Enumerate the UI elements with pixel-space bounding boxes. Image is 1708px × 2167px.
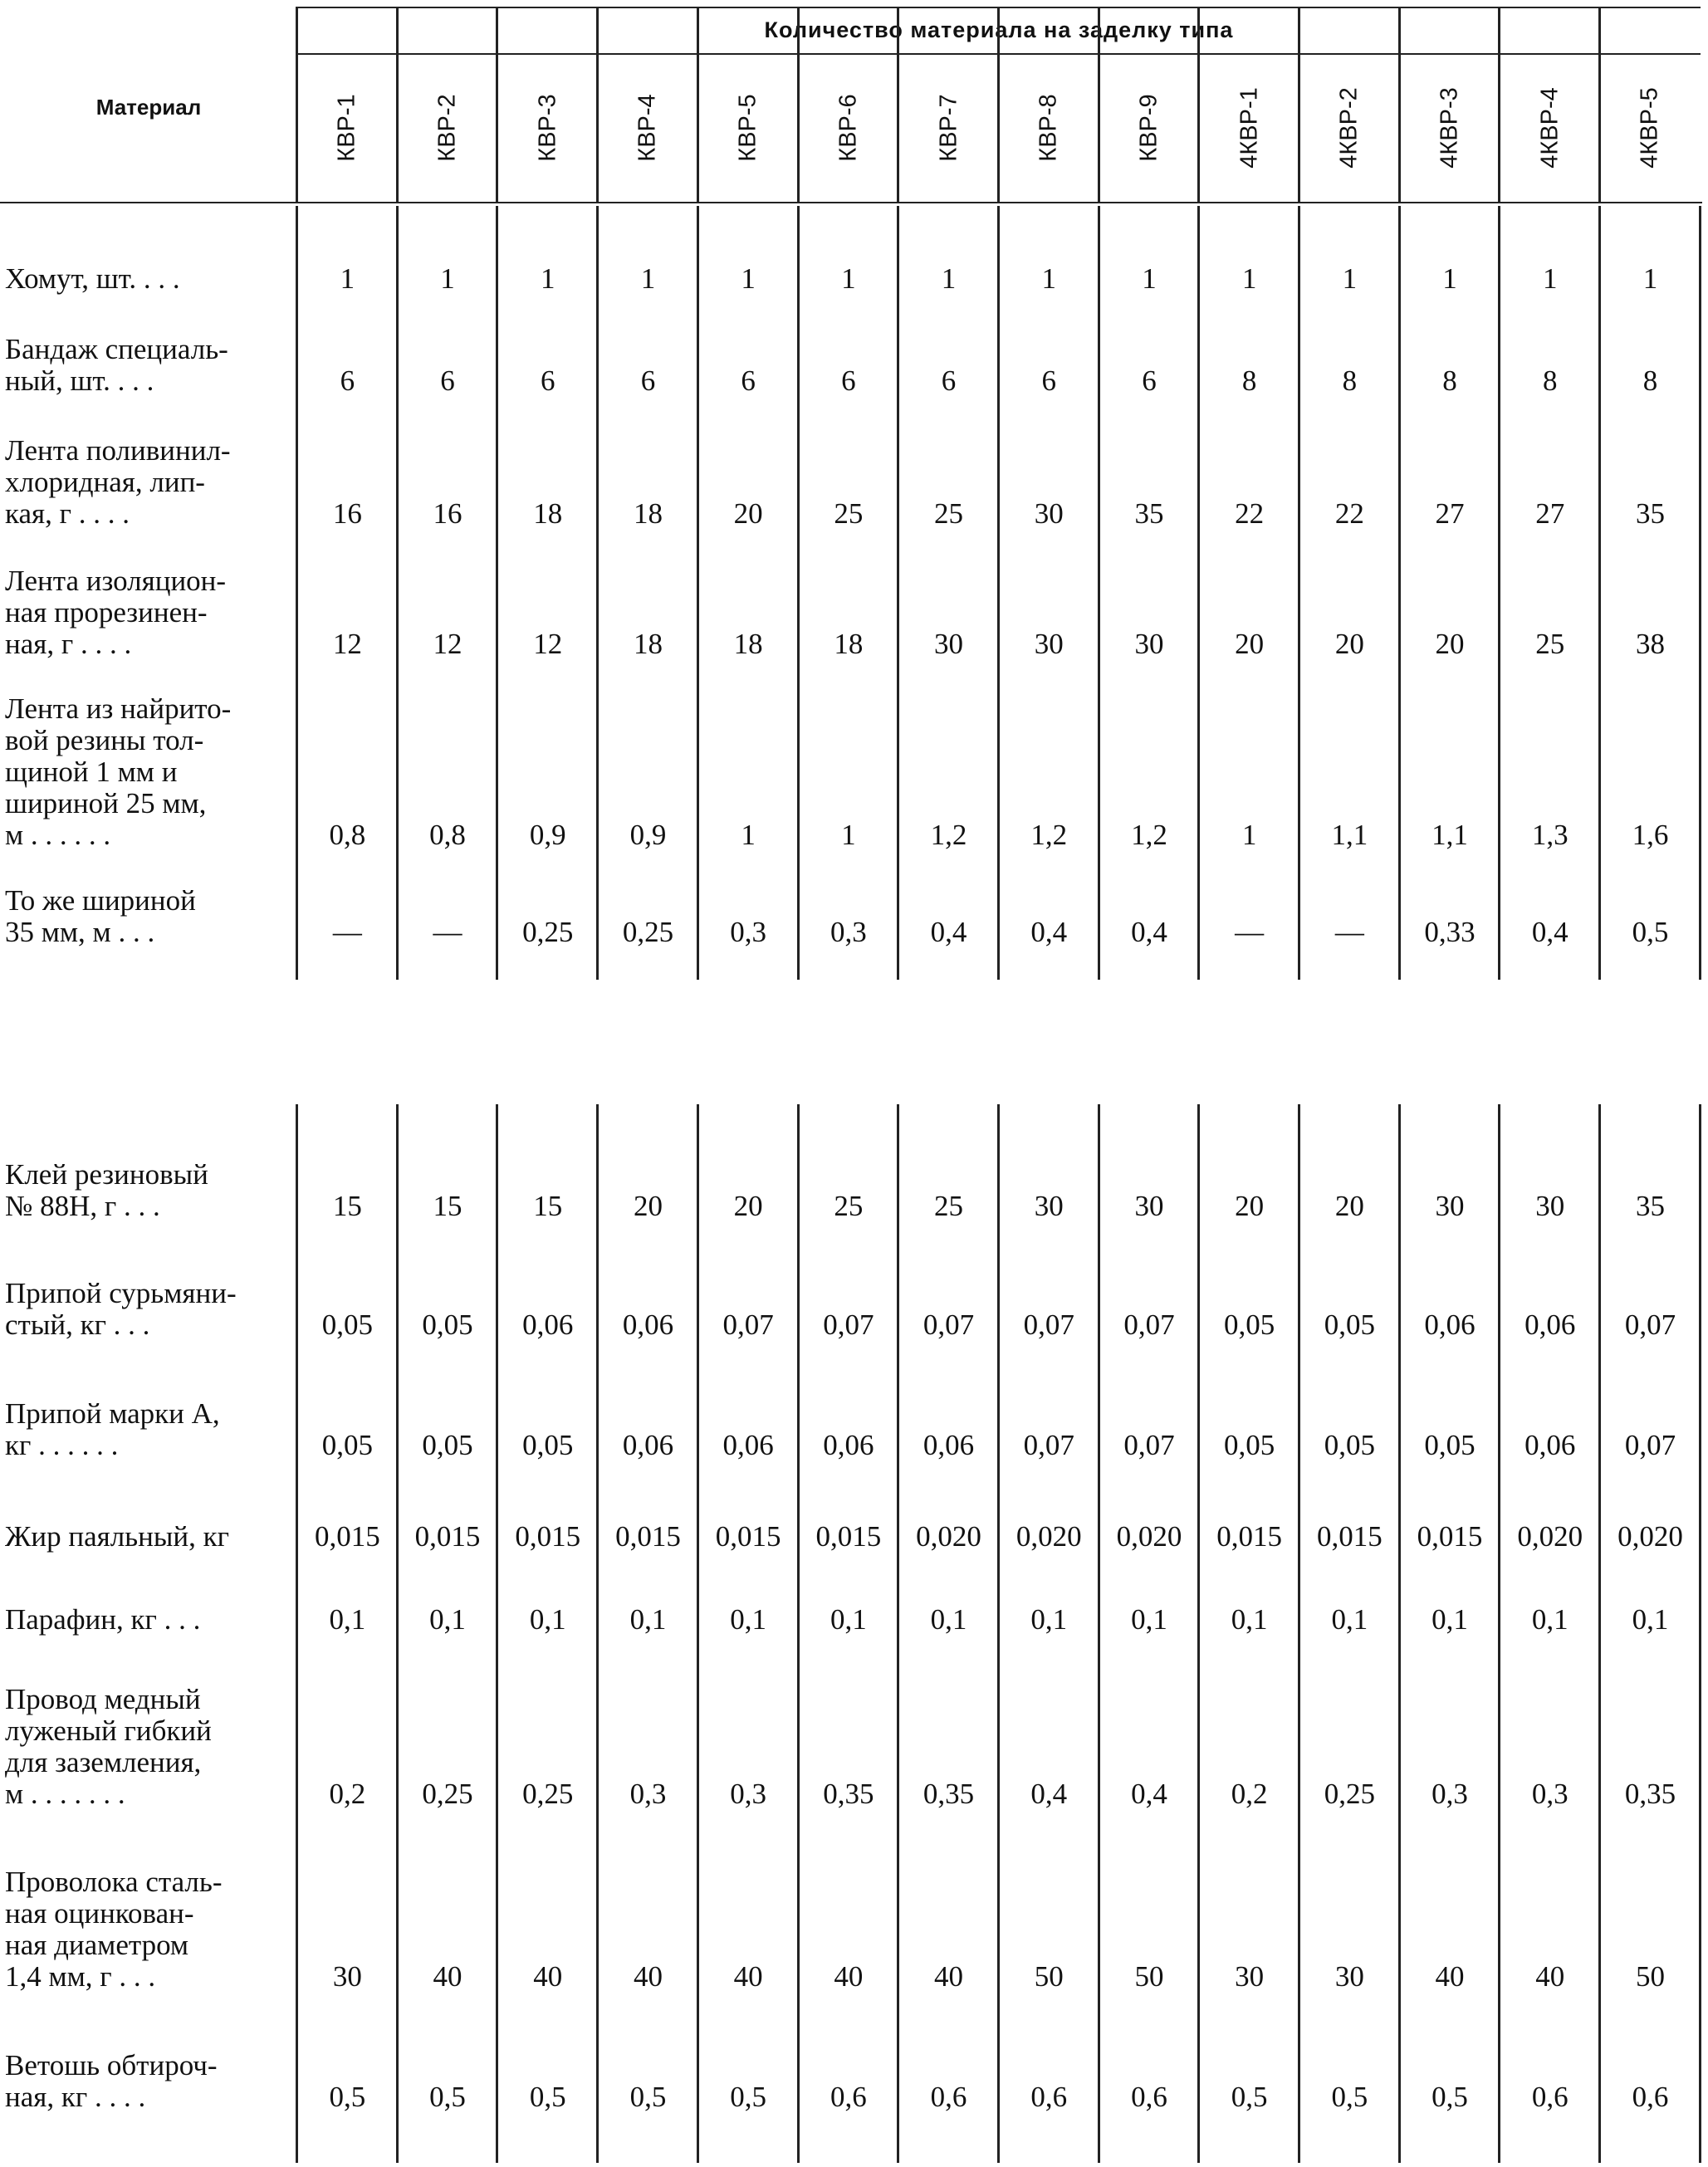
quantity-cell: 0,015 <box>815 1520 882 1553</box>
quantity-cell: 1 <box>640 262 656 295</box>
quantity-cell: 0,3 <box>730 916 767 948</box>
quantity-cell: 0,25 <box>522 1778 574 1810</box>
quantity-cell: 0,05 <box>1224 1429 1275 1461</box>
quantity-cell: 0,2 <box>1231 1778 1268 1810</box>
column-header-label: КВР-3 <box>534 94 561 162</box>
material-name-line: Припой сурьмяни- <box>5 1277 237 1309</box>
quantity-cell: 1 <box>741 819 756 851</box>
quantity-cell: 0,1 <box>429 1603 466 1636</box>
material-name-line: вой резины тол- <box>5 724 204 756</box>
quantity-cell: 0,6 <box>1632 2081 1669 2113</box>
quantity-cell: 50 <box>1134 1960 1164 1993</box>
quantity-cell: 1 <box>1542 262 1558 295</box>
quantity-cell: 12 <box>433 628 462 660</box>
quantity-cell: 0,4 <box>1030 916 1068 948</box>
quantity-cell: 1 <box>1642 262 1658 295</box>
quantity-cell: 18 <box>633 628 663 660</box>
quantity-cell: 18 <box>733 628 763 660</box>
material-name-line: 35 мм, м . . . <box>5 916 155 948</box>
quantity-cell: 1 <box>1442 262 1457 295</box>
quantity-cell: 25 <box>834 1190 864 1222</box>
quantity-cell: 0,07 <box>923 1309 975 1341</box>
quantity-cell: 0,05 <box>422 1429 473 1461</box>
column-header-label: 4КВР-4 <box>1536 87 1564 169</box>
quantity-cell: 0,5 <box>1331 2081 1368 2113</box>
quantity-cell: 40 <box>533 1960 563 1993</box>
quantity-cell: 0,25 <box>422 1778 473 1810</box>
column-header-label: 4КВР-5 <box>1636 87 1663 169</box>
material-name-line: хлоридная, лип- <box>5 466 205 498</box>
quantity-cell: 0,1 <box>1131 1603 1167 1636</box>
quantity-cell: 1,1 <box>1431 819 1468 851</box>
quantity-cell: 8 <box>1342 364 1358 397</box>
quantity-cell: 8 <box>1241 364 1257 397</box>
column-header-label: КВР-9 <box>1135 94 1162 162</box>
quantity-cell: 1 <box>1241 262 1257 295</box>
material-name-line: шириной 25 мм, <box>5 787 207 819</box>
quantity-cell: 1,2 <box>1030 819 1068 851</box>
quantity-cell: 0,35 <box>923 1778 975 1810</box>
material-name-line: Хомут, шт. . . . <box>5 262 180 295</box>
quantity-cell: 1 <box>741 262 756 295</box>
quantity-cell: 30 <box>1034 497 1064 530</box>
quantity-cell: 35 <box>1635 1190 1665 1222</box>
quantity-cell: 0,35 <box>823 1778 874 1810</box>
quantity-cell: 0,6 <box>930 2081 967 2113</box>
quantity-cell: — <box>332 916 362 948</box>
quantity-cell: 1 <box>841 819 856 851</box>
material-name-line: Провод медный <box>5 1683 201 1715</box>
quantity-cell: 0,1 <box>1431 1603 1468 1636</box>
quantity-cell: 0,5 <box>329 2081 366 2113</box>
quantity-cell: 40 <box>733 1960 763 1993</box>
quantity-cell: 8 <box>1442 364 1457 397</box>
quantity-cell: 12 <box>332 628 362 660</box>
quantity-cell: 0,25 <box>1324 1778 1375 1810</box>
quantity-cell: 0,06 <box>1524 1429 1576 1461</box>
quantity-cell: 18 <box>533 497 563 530</box>
quantity-cell: 0,1 <box>1331 1603 1368 1636</box>
quantity-cell: 0,4 <box>1131 916 1167 948</box>
material-name-line: Лента поливинил- <box>5 434 231 467</box>
quantity-cell: 0,5 <box>629 2081 667 2113</box>
quantity-cell: 0,06 <box>923 1429 975 1461</box>
quantity-cell: 6 <box>540 364 555 397</box>
quantity-cell: 1,2 <box>930 819 967 851</box>
quantity-cell: 0,020 <box>1617 1520 1683 1553</box>
material-column-header: Материал <box>95 95 202 120</box>
quantity-cell: 1,3 <box>1531 819 1569 851</box>
quantity-cell: 0,8 <box>329 819 366 851</box>
column-header-label: 4КВР-3 <box>1436 87 1463 169</box>
material-name-line: м . . . . . . <box>5 819 111 851</box>
quantity-cell: 50 <box>1635 1960 1665 1993</box>
quantity-cell: 6 <box>1142 364 1157 397</box>
quantity-cell: 0,05 <box>1224 1309 1275 1341</box>
quantity-cell: 0,9 <box>529 819 566 851</box>
material-name-line: кг . . . . . . <box>5 1429 119 1461</box>
quantity-cell: 0,06 <box>522 1309 574 1341</box>
material-name-line: Бандаж специаль- <box>5 333 228 365</box>
quantity-cell: 0,015 <box>1316 1520 1383 1553</box>
material-name-line: стый, кг . . . <box>5 1309 150 1341</box>
quantity-cell: 25 <box>1535 628 1565 660</box>
quantity-cell: 0,020 <box>1517 1520 1583 1553</box>
quantity-cell: 0,25 <box>622 916 674 948</box>
quantity-cell: 0,06 <box>823 1429 874 1461</box>
quantity-cell: 30 <box>1034 628 1064 660</box>
quantity-cell: 30 <box>1435 1190 1465 1222</box>
quantity-cell: 20 <box>1235 1190 1265 1222</box>
quantity-cell: 0,020 <box>916 1520 981 1553</box>
quantity-cell: — <box>1334 916 1364 948</box>
material-name-line: кая, г . . . . <box>5 497 130 530</box>
quantity-cell: 0,07 <box>1123 1429 1175 1461</box>
quantity-cell: 0,015 <box>615 1520 681 1553</box>
quantity-cell: 20 <box>1334 1190 1364 1222</box>
quantity-cell: 40 <box>1435 1960 1465 1993</box>
column-header-label: КВР-2 <box>433 94 461 162</box>
material-name-line: 1,4 мм, г . . . <box>5 1960 156 1993</box>
material-name-line: № 88Н, г . . . <box>5 1190 160 1222</box>
quantity-cell: 0,5 <box>1431 2081 1468 2113</box>
quantity-cell: 0,1 <box>930 1603 967 1636</box>
quantity-cell: 0,4 <box>1131 1778 1167 1810</box>
material-name-line: м . . . . . . . <box>5 1778 125 1810</box>
quantity-cell: 0,1 <box>629 1603 667 1636</box>
material-name-line: ная оцинкован- <box>5 1897 194 1930</box>
quantity-cell: 25 <box>834 497 864 530</box>
quantity-cell: 0,1 <box>730 1603 767 1636</box>
quantity-cell: 6 <box>741 364 756 397</box>
quantity-cell: 0,07 <box>1023 1429 1074 1461</box>
material-name-line: Клей резиновый <box>5 1158 208 1191</box>
quantity-cell: 0,05 <box>422 1309 473 1341</box>
quantity-cell: 30 <box>1134 628 1164 660</box>
quantity-cell: 12 <box>533 628 563 660</box>
quantity-cell: 16 <box>332 497 362 530</box>
quantity-cell: 40 <box>433 1960 462 1993</box>
material-name-line: щиной 1 мм и <box>5 756 178 788</box>
quantity-cell: 0,3 <box>830 916 867 948</box>
quantity-cell: 40 <box>934 1960 964 1993</box>
material-name-line: Лента из найрито- <box>5 692 232 725</box>
quantity-cell: 0,015 <box>1417 1520 1483 1553</box>
quantity-cell: 0,3 <box>629 1778 667 1810</box>
quantity-cell: 6 <box>941 364 957 397</box>
quantity-cell: 20 <box>1334 628 1364 660</box>
material-name-line: ная прорезинен- <box>5 596 208 629</box>
material-name-line: Припой марки А, <box>5 1397 220 1430</box>
quantity-cell: 0,05 <box>1424 1429 1476 1461</box>
quantity-cell: 0,1 <box>1632 1603 1669 1636</box>
quantity-cell: 0,015 <box>314 1520 380 1553</box>
quantity-cell: 20 <box>633 1190 663 1222</box>
quantity-cell: 6 <box>440 364 455 397</box>
quantity-cell: 30 <box>1134 1190 1164 1222</box>
quantity-cell: 0,07 <box>1624 1309 1676 1341</box>
quantity-cell: 8 <box>1542 364 1558 397</box>
quantity-cell: 1,6 <box>1632 819 1669 851</box>
quantity-cell: 0,07 <box>1023 1309 1074 1341</box>
quantity-cell: 15 <box>533 1190 563 1222</box>
quantity-cell: 0,015 <box>715 1520 781 1553</box>
quantity-cell: 0,07 <box>823 1309 874 1341</box>
column-header-label: КВР-8 <box>1035 94 1062 162</box>
quantity-cell: 27 <box>1435 497 1465 530</box>
quantity-cell: 20 <box>733 1190 763 1222</box>
quantity-cell: 6 <box>1041 364 1056 397</box>
quantity-cell: 0,6 <box>830 2081 867 2113</box>
column-header-label: КВР-6 <box>834 94 862 162</box>
quantity-cell: 1 <box>1041 262 1056 295</box>
quantity-cell: 20 <box>1235 628 1265 660</box>
quantity-cell: 0,25 <box>522 916 574 948</box>
quantity-cell: 0,5 <box>429 2081 466 2113</box>
quantity-cell: 25 <box>934 1190 964 1222</box>
quantity-cell: 22 <box>1334 497 1364 530</box>
quantity-cell: 30 <box>332 1960 362 1993</box>
quantity-cell: 0,020 <box>1016 1520 1082 1553</box>
quantity-cell: 0,05 <box>321 1309 373 1341</box>
quantity-cell: 0,4 <box>1030 1778 1068 1810</box>
quantity-cell: 0,1 <box>529 1603 566 1636</box>
column-header-label: 4КВР-1 <box>1236 87 1263 169</box>
quantity-cell: 8 <box>1642 364 1658 397</box>
quantity-cell: 0,35 <box>1624 1778 1676 1810</box>
quantity-cell: 1 <box>841 262 856 295</box>
quantity-cell: 0,07 <box>1624 1429 1676 1461</box>
quantity-cell: 35 <box>1635 497 1665 530</box>
quantity-cell: 0,3 <box>1431 1778 1468 1810</box>
quantity-cell: 30 <box>934 628 964 660</box>
quantity-cell: 0,07 <box>1123 1309 1175 1341</box>
material-name-line: Жир паяльный, кг <box>5 1520 229 1553</box>
quantity-cell: 0,4 <box>1531 916 1569 948</box>
quantity-cell: 0,05 <box>1324 1309 1375 1341</box>
column-header-label: КВР-4 <box>634 94 661 162</box>
quantity-cell: 30 <box>1034 1190 1064 1222</box>
column-header-label: КВР-5 <box>734 94 761 162</box>
material-name-line: Лента изоляцион- <box>5 565 227 597</box>
quantity-cell: 1 <box>1342 262 1358 295</box>
quantity-cell: 15 <box>433 1190 462 1222</box>
quantity-cell: — <box>1235 916 1265 948</box>
quantity-cell: — <box>433 916 462 948</box>
material-name <box>5 2050 279 2113</box>
material-name-line: Проволока сталь- <box>5 1866 223 1898</box>
quantity-cell: 6 <box>340 364 355 397</box>
quantity-cell: 0,5 <box>1632 916 1669 948</box>
material-name-line: для заземления, <box>5 1746 202 1778</box>
quantity-cell: 50 <box>1034 1960 1064 1993</box>
quantity-cell: 0,06 <box>1424 1309 1476 1341</box>
quantity-cell: 35 <box>1134 497 1164 530</box>
quantity-cell: 0,015 <box>515 1520 581 1553</box>
quantity-cell: 0,015 <box>414 1520 481 1553</box>
quantity-cell: 40 <box>633 1960 663 1993</box>
quantity-cell: 0,9 <box>629 819 667 851</box>
quantity-cell: 18 <box>633 497 663 530</box>
quantity-cell: 0,1 <box>830 1603 867 1636</box>
column-header-label: 4КВР-2 <box>1335 87 1363 169</box>
quantity-cell: 0,1 <box>1531 1603 1569 1636</box>
quantity-cell: 27 <box>1535 497 1565 530</box>
quantity-cell: 20 <box>733 497 763 530</box>
quantity-cell: 0,3 <box>1531 1778 1569 1810</box>
material-name-line: ная, кг . . . . <box>5 2081 146 2113</box>
quantity-cell: 16 <box>433 497 462 530</box>
quantity-cell: 0,4 <box>930 916 967 948</box>
quantity-cell: 0,6 <box>1531 2081 1569 2113</box>
quantity-cell: 1 <box>540 262 555 295</box>
quantity-cell: 0,5 <box>1231 2081 1268 2113</box>
quantity-cell: 0,05 <box>522 1429 574 1461</box>
quantity-cell: 0,6 <box>1030 2081 1068 2113</box>
quantity-cell: 0,2 <box>329 1778 366 1810</box>
material-name-line: ная, г . . . . <box>5 628 132 660</box>
quantity-cell: 0,5 <box>730 2081 767 2113</box>
quantity-cell: 0,3 <box>730 1778 767 1810</box>
material-name-line: То же шириной <box>5 884 196 917</box>
quantity-cell: 0,05 <box>1324 1429 1375 1461</box>
material-name-line: Ветошь обтироч- <box>5 2049 218 2081</box>
quantity-title: Количество материала на заделку типа <box>764 17 1234 42</box>
quantity-cell: 0,33 <box>1424 916 1476 948</box>
quantity-cell: 30 <box>1535 1190 1565 1222</box>
column-header-label: КВР-7 <box>935 94 962 162</box>
material-name-line: ная диаметром <box>5 1929 189 1961</box>
quantity-cell: 0,07 <box>722 1309 774 1341</box>
quantity-cell: 0,06 <box>622 1429 674 1461</box>
quantity-cell: 0,1 <box>1030 1603 1068 1636</box>
quantity-cell: 22 <box>1235 497 1265 530</box>
quantity-cell: 18 <box>834 628 864 660</box>
material-name-line: ный, шт. . . . <box>5 364 154 397</box>
quantity-cell: 38 <box>1635 628 1665 660</box>
quantity-cell: 0,1 <box>329 1603 366 1636</box>
quantity-cell: 40 <box>834 1960 864 1993</box>
quantity-cell: 0,6 <box>1131 2081 1167 2113</box>
quantity-cell: 20 <box>1435 628 1465 660</box>
quantity-cell: 0,8 <box>429 819 466 851</box>
material-name-line: луженый гибкий <box>5 1715 212 1747</box>
quantity-cell: 1 <box>1142 262 1157 295</box>
quantity-cell: 1 <box>340 262 355 295</box>
quantity-cell: 0,020 <box>1116 1520 1182 1553</box>
quantity-cell: 1,2 <box>1131 819 1167 851</box>
quantity-cell: 1 <box>440 262 455 295</box>
quantity-cell: 6 <box>640 364 656 397</box>
quantity-cell: 0,05 <box>321 1429 373 1461</box>
material-name-line: Парафин, кг . . . <box>5 1603 201 1636</box>
quantity-cell: 30 <box>1235 1960 1265 1993</box>
quantity-cell: 6 <box>841 364 856 397</box>
column-header-label: КВР-1 <box>333 94 360 162</box>
quantity-cell: 0,06 <box>622 1309 674 1341</box>
quantity-cell: 0,5 <box>529 2081 566 2113</box>
quantity-cell: 0,06 <box>1524 1309 1576 1341</box>
quantity-cell: 25 <box>934 497 964 530</box>
quantity-cell: 0,06 <box>722 1429 774 1461</box>
quantity-cell: 40 <box>1535 1960 1565 1993</box>
quantity-cell: 1 <box>941 262 957 295</box>
quantity-cell: 0,1 <box>1231 1603 1268 1636</box>
quantity-cell: 0,015 <box>1216 1520 1283 1553</box>
quantity-cell: 1,1 <box>1331 819 1368 851</box>
quantity-cell: 1 <box>1241 819 1257 851</box>
quantity-cell: 30 <box>1334 1960 1364 1993</box>
quantity-cell: 15 <box>332 1190 362 1222</box>
